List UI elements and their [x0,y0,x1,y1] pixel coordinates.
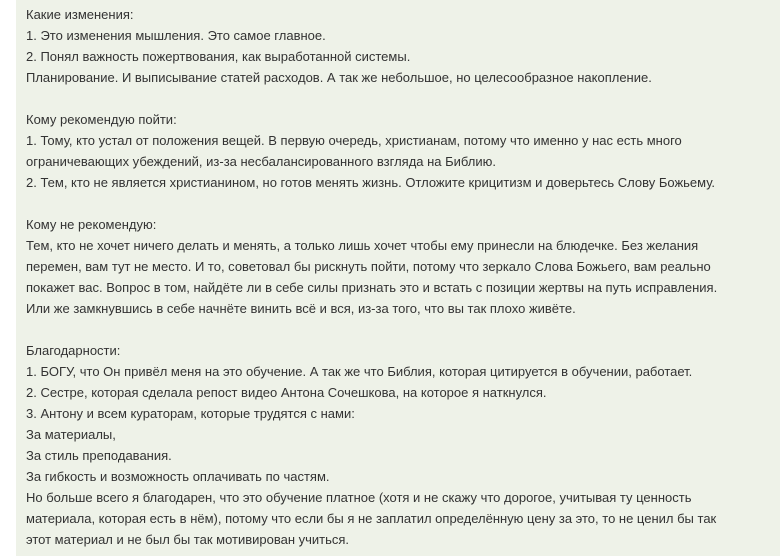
not-recommend-text: покажет вас. Вопрос в том, найдёте ли в себе силы признать это и встать с позиции жертвы на путь исправления. [26,280,718,295]
paragraph-spacer [26,193,770,214]
not-recommend-text: перемен, вам тут не место. И то, советовал бы рискнуть пойти, потому что зеркало Слова Божьего, вам реально [26,259,711,274]
changes-heading: Какие изменения: [26,7,134,22]
thanks-item: За материалы, [26,427,116,442]
thanks-item: 1. БОГУ, что Он привёл меня на это обучение. А так же что Библия, которая цитируется в обучении, работает. [26,364,693,379]
not-recommend-text: Тем, кто не хочет ничего делать и менять, а только лишь хочет чтобы ему принесли на блюдечке. Без желания [26,238,699,253]
thanks-item: 2. Сестре, которая сделала репост видео Антона Сочешкова, на которое я наткнулся. [26,385,547,400]
not-recommend-heading: Кому не рекомендую: [26,217,157,232]
changes-item: 1. Это изменения мышления. Это самое главное. [26,28,326,43]
not-recommend-text: Или же замкнувшись в себе начнёте винить всё и вся, из-за того, что вы так плохо живёте. [26,301,576,316]
recommend-heading: Кому рекомендую пойти: [26,112,177,127]
thanks-item: За стиль преподавания. [26,448,172,463]
paragraph-spacer [26,319,770,340]
recommend-item: 1. Тому, кто устал от положения вещей. В первую очередь, христианам, потому что именно у нас есть много [26,133,682,148]
recommend-item: ограничевающих убеждений, из-за несбалансированного взгляда на Библию. [26,154,496,169]
thanks-item: За гибкость и возможность оплачивать по частям. [26,469,330,484]
recommend-item: 2. Тем, кто не является христианином, но готов менять жизнь. Отложите крицитизм и доверьтесь Слову Божьему. [26,175,716,190]
thanks-heading: Благодарности: [26,343,121,358]
changes-item: Планирование. И выписывание статей расходов. А так же небольшое, но целесообразное накопление. [26,70,652,85]
thanks-text: материала, которая есть в нём), потому что если бы я не заплатил определённую цену за это, то не ценил бы так [26,511,717,526]
thanks-item: 3. Антону и всем кураторам, которые трудятся с нами: [26,406,355,421]
paragraph-spacer [26,88,770,109]
thanks-text: Но больше всего я благодарен, что это обучение платное (хотя и не скажу что дорогое, учитывая ту ценность [26,490,692,505]
review-card [16,0,780,556]
changes-item: 2. Понял важность пожертвования, как выработанной системы. [26,49,411,64]
thanks-text: этот материал и не был бы так мотивирован учиться. [26,532,350,547]
